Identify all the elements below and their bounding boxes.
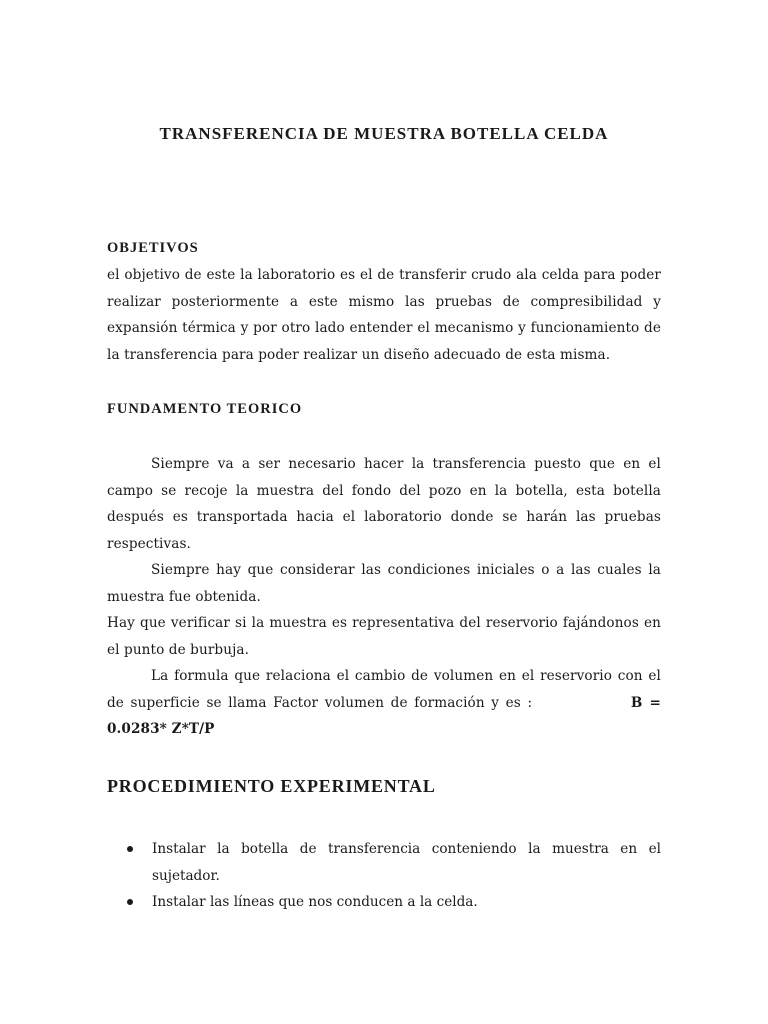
list-item: Instalar la botella de transferencia conteniendo la muestra en el sujetador. xyxy=(107,836,661,889)
procedimiento-list xyxy=(107,836,661,916)
objetivos-heading: OBJETIVOS xyxy=(107,240,199,256)
objetivos-paragraph: el objetivo de este la laboratorio es el de transferir crudo ala celda para poder realizar posteriormente a este mismo las pruebas de compresibilidad y expansión térmica y por otro lado entender el mecanismo y funcionamiento de la transferencia para poder realizar un diseño adecuado de esta misma. xyxy=(107,267,661,363)
fundamento-paragraph-4: La formula que relaciona el cambio de volumen en el reservorio con el de superficie se llama Factor volumen de formación y es : B = 0.0283* Z*T/P xyxy=(107,668,661,737)
list-item: Instalar las líneas que nos conducen a la celda. xyxy=(107,889,661,916)
document-title: TRANSFERENCIA DE MUESTRA BOTELLA CELDA xyxy=(159,124,609,143)
bullet-icon xyxy=(127,899,133,905)
bullet-icon xyxy=(127,846,133,852)
fundamento-paragraph-2: Siempre hay que considerar las condiciones iniciales o a las cuales la muestra fue obtenida. xyxy=(107,562,661,605)
formula-lhs: B = xyxy=(630,694,661,711)
document-page xyxy=(107,0,661,1024)
formula-rhs: 0.0283* Z*T/P xyxy=(107,721,215,737)
fundamento-heading: FUNDAMENTO TEORICO xyxy=(107,401,303,417)
procedimiento-heading: PROCEDIMIENTO EXPERIMENTAL xyxy=(107,776,436,796)
fundamento-paragraph-1: Siempre va a ser necesario hacer la transferencia puesto que en el campo se recoje la muestra del fondo del pozo en la botella, esta botella después es transportada hacia el laboratorio donde se harán las pruebas respectivas. xyxy=(107,456,661,552)
fundamento-paragraph-3: Hay que verificar si la muestra es representativa del reservorio fajándonos en el punto de burbuja. xyxy=(107,615,661,658)
